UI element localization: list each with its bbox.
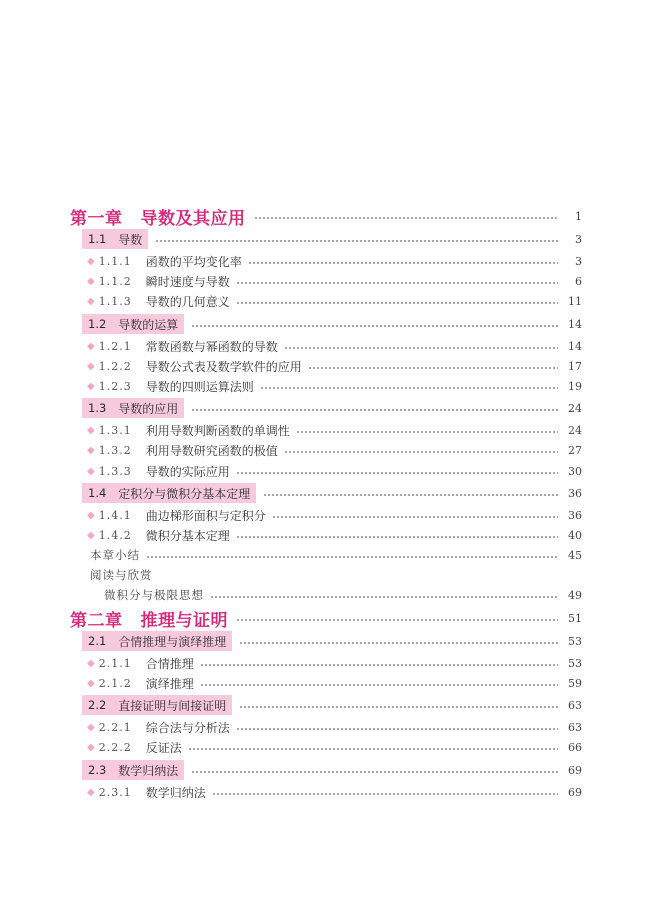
section-heading-highlight xyxy=(82,695,232,715)
diamond-bullet-icon: ◆ xyxy=(87,444,95,456)
section-title: 合情推理与演绎推理 xyxy=(118,634,227,649)
subsection-number: 2.2.2 xyxy=(98,740,132,754)
subsection-label xyxy=(87,442,278,459)
leader-dots xyxy=(236,302,558,304)
entry-label xyxy=(90,547,140,563)
diamond-bullet-icon: ◆ xyxy=(87,380,95,392)
chapter-entry[interactable] xyxy=(0,206,650,229)
section-number: 2.1 xyxy=(88,634,107,648)
page-number: 45 xyxy=(568,548,582,562)
page-number: 3 xyxy=(575,232,582,246)
subsection-entry[interactable] xyxy=(0,461,650,481)
subsection-entry[interactable] xyxy=(0,737,650,757)
diamond-bullet-icon: ◆ xyxy=(87,509,95,521)
diamond-bullet-icon: ◆ xyxy=(87,677,95,689)
section-entry[interactable] xyxy=(0,398,650,418)
leader-dots xyxy=(236,472,558,474)
subsection-entry[interactable] xyxy=(0,525,650,545)
subsection-entry[interactable] xyxy=(0,251,650,271)
page-number: 36 xyxy=(568,508,582,522)
leader-dots xyxy=(236,619,558,621)
leader-dots xyxy=(284,347,558,349)
leader-dots xyxy=(191,325,558,327)
page-number: 24 xyxy=(568,423,582,437)
leader-dots xyxy=(284,451,558,453)
page-number: 14 xyxy=(568,339,582,353)
diamond-bullet-icon: ◆ xyxy=(87,529,95,541)
subsection-number: 2.2.1 xyxy=(98,720,132,734)
page-number: 11 xyxy=(568,294,582,308)
leader-dots xyxy=(248,262,558,264)
leader-dots xyxy=(254,217,558,219)
page-number: 49 xyxy=(568,588,582,602)
section-entry[interactable] xyxy=(0,314,650,334)
section-entry[interactable] xyxy=(0,631,650,651)
diamond-bullet-icon: ◆ xyxy=(87,360,95,372)
leader-dots xyxy=(191,771,558,773)
subsection-title: 导数公式表及数学软件的应用 xyxy=(145,359,302,374)
diamond-bullet-icon: ◆ xyxy=(87,340,95,352)
section-heading-highlight xyxy=(82,483,256,503)
subsection-title: 数学归纳法 xyxy=(145,785,206,800)
subsection-label xyxy=(87,675,194,692)
leader-dots xyxy=(200,664,558,666)
entry-label xyxy=(104,587,204,603)
subsection-entry[interactable] xyxy=(0,782,650,802)
subsection-label xyxy=(87,719,230,736)
subsection-number: 1.1.2 xyxy=(98,274,132,288)
diamond-bullet-icon: ◆ xyxy=(87,741,95,753)
page-number: 53 xyxy=(568,656,582,670)
subsection-entry[interactable] xyxy=(0,673,650,693)
section-number: 2.3 xyxy=(88,763,107,777)
subsection-label xyxy=(87,378,254,395)
section-title: 数学归纳法 xyxy=(118,763,179,778)
subsection-entry[interactable] xyxy=(0,653,650,673)
section-number: 1.3 xyxy=(88,401,107,415)
subsection-number: 2.3.1 xyxy=(98,785,132,799)
subsection-entry[interactable] xyxy=(0,440,650,460)
section-title: 导数 xyxy=(118,232,143,247)
section-title: 导数的运算 xyxy=(118,317,179,332)
page-number: 66 xyxy=(568,740,582,754)
page-number: 19 xyxy=(568,379,582,393)
section-entry[interactable] xyxy=(0,229,650,249)
subsection-title: 合情推理 xyxy=(145,656,194,671)
section-number: 2.2 xyxy=(88,698,107,712)
section-heading-highlight xyxy=(82,760,184,780)
subsection-number: 2.1.1 xyxy=(98,656,132,670)
chapter-heading xyxy=(70,606,228,631)
subsection-number: 1.2.3 xyxy=(98,379,132,393)
section-title: 定积分与微积分基本定理 xyxy=(118,486,251,501)
page-number: 59 xyxy=(568,676,582,690)
subsection-label xyxy=(87,253,242,270)
page-number: 1 xyxy=(575,209,582,223)
subsection-label xyxy=(87,463,230,480)
leader-dots xyxy=(308,367,558,369)
subsection-entry[interactable] xyxy=(0,376,650,396)
leader-dots xyxy=(272,516,558,518)
diamond-bullet-icon: ◆ xyxy=(87,255,95,267)
entry-label xyxy=(90,567,153,583)
leader-dots xyxy=(236,728,558,730)
leader-dots xyxy=(239,706,558,708)
section-heading-highlight xyxy=(82,398,184,418)
subsection-number: 2.1.2 xyxy=(98,676,132,690)
section-title: 导数的应用 xyxy=(118,401,179,416)
subsection-title: 利用导数判断函数的单调性 xyxy=(145,423,290,438)
subsection-title: 综合法与分析法 xyxy=(145,720,230,735)
subsection-label xyxy=(87,739,182,756)
subsection-title: 反证法 xyxy=(145,740,182,755)
subsection-number: 1.4.1 xyxy=(98,508,132,522)
diamond-bullet-icon: ◆ xyxy=(87,275,95,287)
entry-title: 阅读与欣赏 xyxy=(90,568,153,582)
leader-dots xyxy=(200,684,558,686)
section-title: 直接证明与间接证明 xyxy=(118,698,227,713)
subsection-label xyxy=(87,273,230,290)
page-number: 63 xyxy=(568,698,582,712)
leader-dots xyxy=(155,240,558,242)
section-entry[interactable] xyxy=(0,483,650,503)
toc-entry[interactable] xyxy=(0,585,650,605)
subsection-title: 曲边梯形面积与定积分 xyxy=(145,508,266,523)
subsection-label xyxy=(87,293,230,310)
section-number: 1.1 xyxy=(88,232,107,246)
leader-dots xyxy=(236,282,558,284)
subsection-label xyxy=(87,527,230,544)
subsection-number: 1.2.1 xyxy=(98,339,132,353)
subsection-number: 1.3.3 xyxy=(98,464,132,478)
leader-dots xyxy=(296,431,558,433)
diamond-bullet-icon: ◆ xyxy=(87,465,95,477)
subsection-entry[interactable] xyxy=(0,291,650,311)
section-number: 1.4 xyxy=(88,486,107,500)
subsection-number: 1.3.1 xyxy=(98,423,132,437)
subsection-entry[interactable] xyxy=(0,336,650,356)
subsection-title: 演绎推理 xyxy=(145,676,194,691)
subsection-title: 导数的几何意义 xyxy=(145,294,230,309)
subsection-label xyxy=(87,655,194,672)
subsection-number: 1.4.2 xyxy=(98,528,132,542)
subsection-title: 瞬时速度与导数 xyxy=(145,274,230,289)
leader-dots xyxy=(188,748,558,750)
subsection-title: 导数的实际应用 xyxy=(145,464,230,479)
subsection-entry[interactable] xyxy=(0,271,650,291)
subsection-entry[interactable] xyxy=(0,420,650,440)
subsection-number: 1.2.2 xyxy=(98,359,132,373)
page-number: 17 xyxy=(568,359,582,373)
subsection-entry[interactable] xyxy=(0,505,650,525)
subsection-number: 1.3.2 xyxy=(98,443,132,457)
leader-dots xyxy=(212,793,558,795)
leader-dots xyxy=(191,409,558,411)
toc-entry[interactable] xyxy=(0,565,650,585)
chapter-heading xyxy=(70,204,246,229)
subsection-number: 1.1.3 xyxy=(98,294,132,308)
page-number: 40 xyxy=(568,528,582,542)
page-number: 30 xyxy=(568,464,582,478)
leader-dots xyxy=(210,596,558,598)
page-number: 27 xyxy=(568,443,582,457)
chapter-number: 第二章 xyxy=(70,610,123,631)
subsection-label xyxy=(87,358,302,375)
leader-dots xyxy=(260,387,558,389)
page-number: 3 xyxy=(575,254,582,268)
chapter-number: 第一章 xyxy=(70,208,123,229)
diamond-bullet-icon: ◆ xyxy=(87,786,95,798)
page-number: 6 xyxy=(575,274,582,288)
subsection-label xyxy=(87,422,290,439)
subsection-title: 函数的平均变化率 xyxy=(145,254,242,269)
section-heading-highlight xyxy=(82,314,184,334)
chapter-entry[interactable] xyxy=(0,608,650,631)
page-number: 14 xyxy=(568,317,582,331)
subsection-label xyxy=(87,784,206,801)
page-number: 36 xyxy=(568,486,582,500)
diamond-bullet-icon: ◆ xyxy=(87,295,95,307)
chapter-title: 导数及其应用 xyxy=(140,208,246,229)
page-number: 69 xyxy=(568,763,582,777)
leader-dots xyxy=(239,642,558,644)
entry-title: 本章小结 xyxy=(90,548,140,562)
subsection-label xyxy=(87,507,266,524)
subsection-title: 微积分基本定理 xyxy=(145,528,230,543)
section-heading-highlight xyxy=(82,229,148,249)
subsection-number: 1.1.1 xyxy=(98,254,132,268)
chapter-title: 推理与证明 xyxy=(140,610,228,631)
subsection-title: 导数的四则运算法则 xyxy=(145,379,254,394)
subsection-title: 利用导数研究函数的极值 xyxy=(145,443,278,458)
page-number: 51 xyxy=(568,611,582,625)
section-heading-highlight xyxy=(82,631,232,651)
page-number: 24 xyxy=(568,401,582,415)
section-number: 1.2 xyxy=(88,317,107,331)
subsection-entry[interactable] xyxy=(0,356,650,376)
page-number: 53 xyxy=(568,634,582,648)
subsection-title: 常数函数与幂函数的导数 xyxy=(145,339,278,354)
entry-title: 微积分与极限思想 xyxy=(104,588,204,602)
diamond-bullet-icon: ◆ xyxy=(87,721,95,733)
toc-entry[interactable] xyxy=(0,545,650,565)
diamond-bullet-icon: ◆ xyxy=(87,657,95,669)
section-entry[interactable] xyxy=(0,695,650,715)
section-entry[interactable] xyxy=(0,760,650,780)
diamond-bullet-icon: ◆ xyxy=(87,424,95,436)
subsection-entry[interactable] xyxy=(0,717,650,737)
leader-dots xyxy=(236,536,558,538)
page-number: 63 xyxy=(568,720,582,734)
leader-dots xyxy=(263,494,558,496)
leader-dots xyxy=(146,556,558,558)
page-number: 69 xyxy=(568,785,582,799)
subsection-label xyxy=(87,338,278,355)
